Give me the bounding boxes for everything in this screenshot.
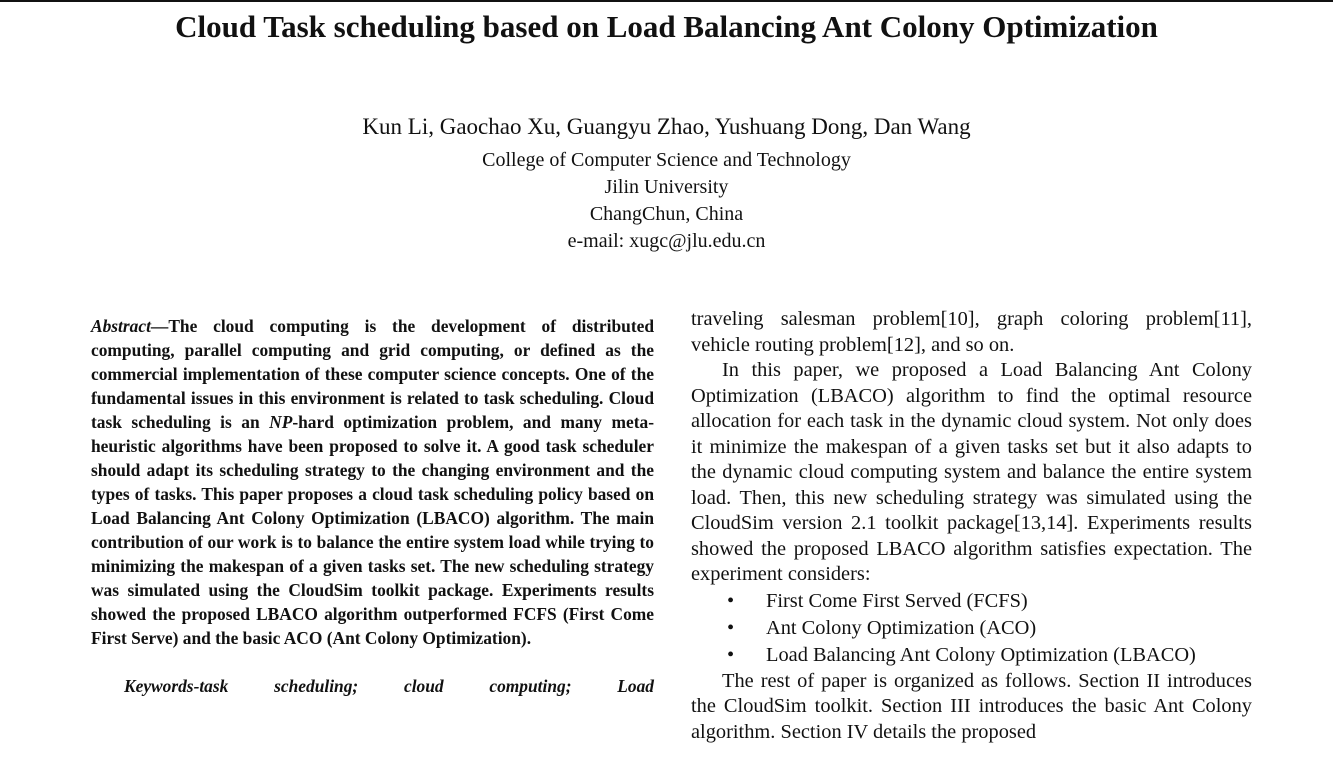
top-border-rule [0, 0, 1333, 2]
affiliation-location: ChangChun, China [589, 203, 744, 225]
abstract-paragraph [91, 314, 654, 650]
bullet-icon: • [727, 589, 735, 612]
right-column [691, 307, 1252, 745]
author-list: Kun Li, Gaochao Xu, Guangyu Zhao, Yushuang Dong, Dan Wang [362, 114, 971, 139]
np-term: NP [269, 412, 293, 432]
list-item [691, 588, 1252, 615]
abstract-label: Abstract [91, 316, 151, 336]
abstract-text-part1: The cloud computing is the development of distributed computing, parallel computing and grid computing, or defined as the commercial implementation of these computer science concepts. One of the fundamental issues in this environment is related to task scheduling. Cloud task scheduling is an [91, 316, 654, 432]
proposal-paragraph: In this paper, we proposed a Load Balancing Ant Colony Optimization (LBACO) algorithm to find the optimal resource allocation for each task in the dynamic cloud system. Not only does it minimize the makespan of a given tasks set but it also adapts to the dynamic cloud computing system and balance the entire system load. Then, this new scheduling strategy was simulated using the CloudSim version 2.1 toolkit package[13,14]. Experiments results showed the proposed LBACO algorithm satisfies expectation. The experiment considers: [691, 359, 1252, 585]
organization-paragraph: The rest of paper is organized as follows. Section II introduces the CloudSim toolkit. Section III introduces the basic Ant Colony algorithm. Section IV details the proposed [691, 669, 1252, 743]
bullet-icon: • [727, 616, 735, 639]
algorithm-list [691, 588, 1252, 669]
affiliation-department: College of Computer Science and Technology [482, 149, 851, 171]
list-item-label: Load Balancing Ant Colony Optimization (LBACO) [766, 643, 1196, 666]
abstract-text-part2: -hard optimization problem, and many meta-heuristic algorithms have been proposed to solve it. A good task scheduler should adapt its scheduling strategy to the changing environment and the types of tasks. This paper proposes a cloud task scheduling policy based on Load Balancing Ant Colony Optimization (LBACO) algorithm. The main contribution of our work is to balance the entire system load while trying to minimizing the makespan of a given tasks set. The new scheduling strategy was simulated using the CloudSim toolkit package. Experiments results showed the proposed LBACO algorithm outperformed FCFS (First Come First Serve) and the basic ACO (Ant Colony Optimization). [91, 412, 654, 648]
affiliation-university: Jilin University [604, 176, 729, 198]
keywords-line: Keywords-task scheduling; cloud computing; Load [124, 676, 654, 696]
affiliation-block [0, 147, 1333, 255]
list-item [691, 642, 1252, 669]
bullet-icon: • [727, 643, 735, 666]
list-item-label: First Come First Served (FCFS) [766, 589, 1028, 612]
paper-title: Cloud Task scheduling based on Load Balancing Ant Colony Optimization [175, 9, 1158, 44]
left-column [91, 314, 654, 698]
affiliation-email: e-mail: xugc@jlu.edu.cn [567, 230, 766, 252]
abstract-dash: — [150, 316, 169, 336]
list-item-label: Ant Colony Optimization (ACO) [766, 616, 1037, 639]
intro-continuation-paragraph: traveling salesman problem[10], graph coloring problem[11], vehicle routing problem[12], and so on. [691, 308, 1252, 356]
list-item [691, 615, 1252, 642]
